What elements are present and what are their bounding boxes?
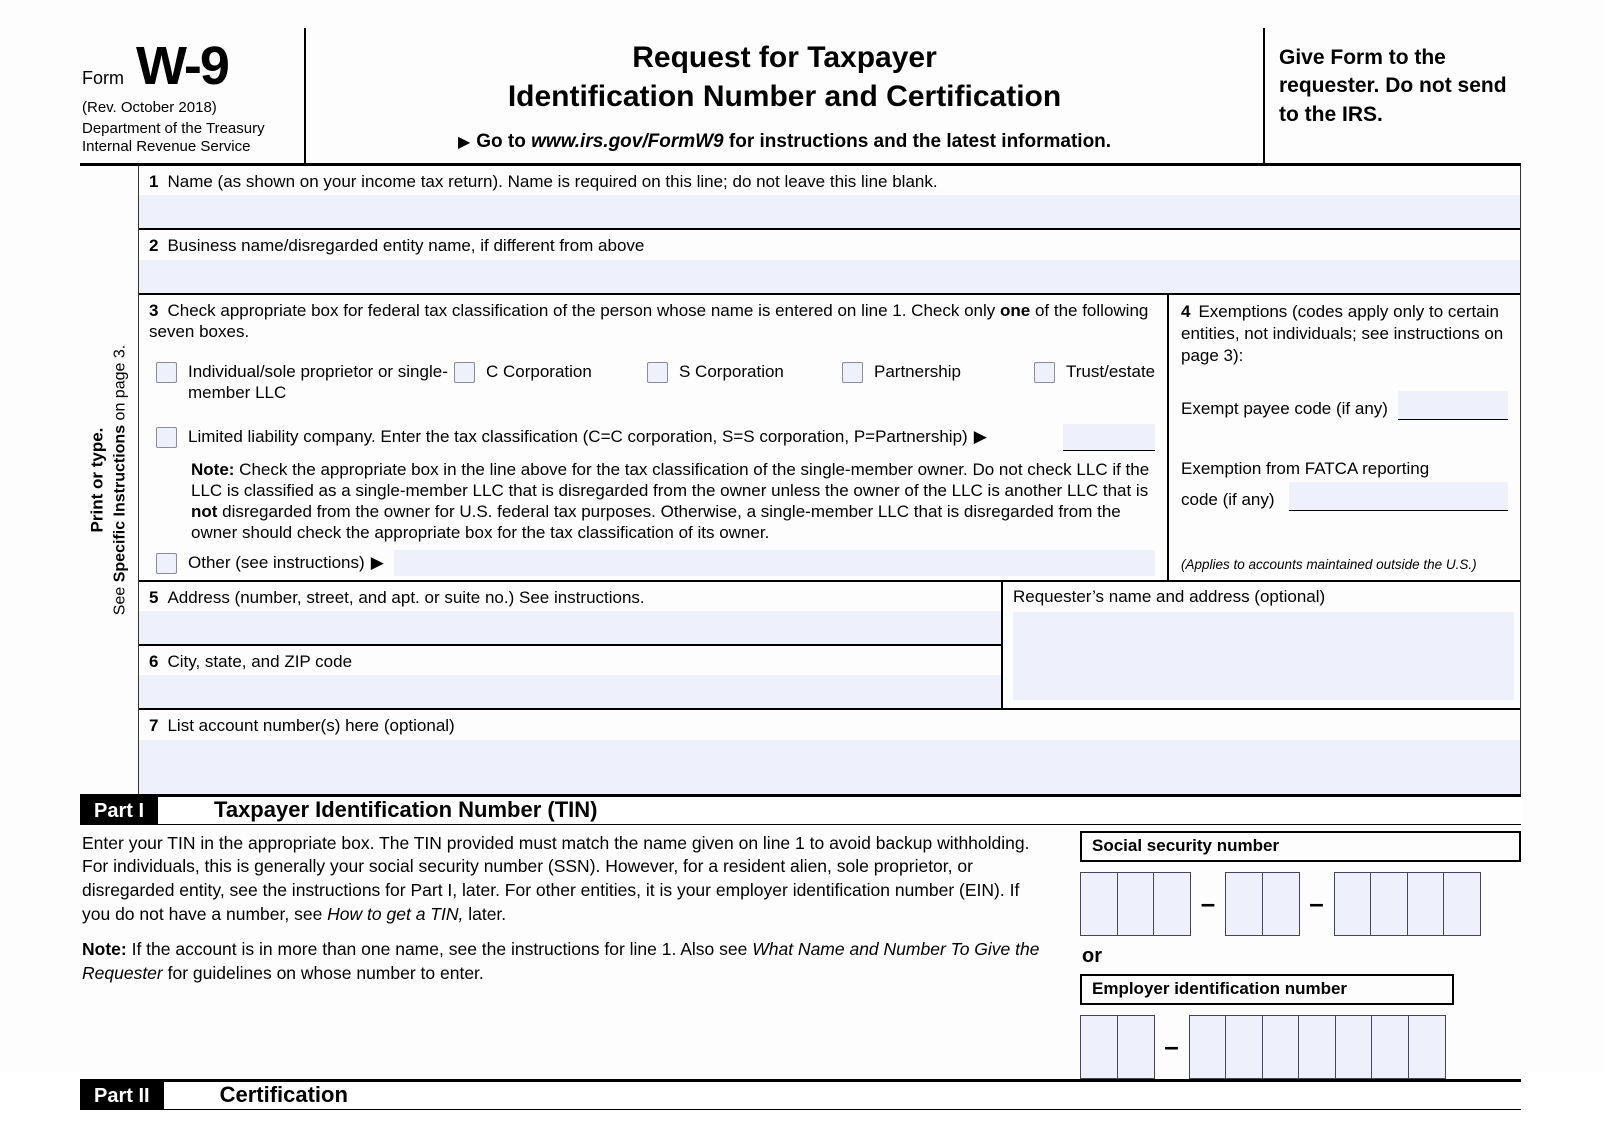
line3-tax-classification-section — [139, 295, 1167, 580]
line1-label: 1 Name (as shown on your income tax return). Name is required on this line; do not leave this line blank. — [149, 172, 938, 192]
line5-address-input[interactable] — [139, 611, 1001, 644]
tin-digit-box[interactable] — [1189, 1015, 1227, 1079]
line2-business-name-row — [139, 230, 1520, 294]
requester-section — [1001, 582, 1520, 709]
checkbox-c-corporation[interactable] — [454, 362, 475, 383]
tin-digit-box[interactable] — [1080, 1015, 1118, 1079]
line1-name-input[interactable] — [139, 195, 1520, 228]
department-line2: Internal Revenue Service — [82, 138, 251, 156]
part2-header-bar — [80, 1079, 1521, 1110]
option-trust-estate-label: Trust/estate — [1066, 362, 1156, 382]
option-partnership-label: Partnership — [874, 362, 961, 382]
option-s-corporation-label: S Corporation — [679, 362, 784, 382]
checkbox-trust-estate[interactable] — [1034, 362, 1055, 383]
tin-digit-box[interactable] — [1117, 872, 1155, 936]
tin-digit-box[interactable] — [1225, 872, 1263, 936]
exempt-payee-label: Exempt payee code (if any) — [1181, 398, 1388, 418]
tin-digit-box[interactable] — [1370, 872, 1408, 936]
fatca-code-input[interactable] — [1289, 482, 1508, 511]
llc-classification-input[interactable] — [1063, 424, 1155, 451]
tin-digit-box[interactable] — [1117, 1015, 1155, 1079]
line6-city-row — [139, 646, 1001, 708]
checkbox-other[interactable] — [156, 553, 177, 574]
tin-digit-box[interactable] — [1262, 1015, 1300, 1079]
part2-badge: Part II — [80, 1082, 164, 1109]
tin-digit-box[interactable] — [1371, 1015, 1409, 1079]
part1-note: Note: If the account is in more than one name, see the instructions for line 1. Also see What Name and Number To Give the Requester for guidelines on whose number to enter. — [82, 938, 1040, 983]
checkbox-individual[interactable] — [156, 362, 177, 383]
tin-digit-box[interactable] — [1408, 1015, 1446, 1079]
line2-business-name-input[interactable] — [139, 260, 1520, 293]
department-line1: Department of the Treasury — [82, 119, 265, 137]
tin-dash-separator: – — [1200, 888, 1216, 919]
tin-digit-box[interactable] — [1407, 872, 1445, 936]
form-word: Form — [82, 68, 124, 88]
sidebar-see-instructions: See Specific Instructions on page 3. — [111, 344, 129, 616]
requester-name-address-input[interactable] — [1013, 612, 1514, 701]
fatca-row — [1181, 482, 1508, 511]
applies-note: (Applies to accounts maintained outside the U.S.) — [1181, 557, 1477, 573]
checkbox-s-corporation[interactable] — [647, 362, 668, 383]
part1-badge: Part I — [80, 797, 158, 824]
option-s-corporation — [647, 361, 842, 383]
form-title-block — [306, 28, 1265, 163]
option-c-corporation-label: C Corporation — [486, 362, 592, 382]
form-revision: (Rev. October 2018) — [82, 98, 217, 116]
part2-title: Certification — [219, 1082, 348, 1108]
option-other — [156, 550, 1155, 576]
part1-header-bar — [80, 794, 1521, 825]
requester-label: Requester’s name and address (optional) — [1013, 586, 1326, 606]
ssn-input-boxes — [1080, 872, 1521, 936]
right-arrow-icon: ▶ — [973, 427, 987, 447]
part1-instructions: Enter your TIN in the appropriate box. The TIN provided must match the name given on line 1 to avoid backup withholding. For individuals, this is generally your social security number (SSN). However, for a resident alien, sole proprietor, or disregarded entity, see the instructions for Part I, later. For other entities, it is your employer identification number (EIN). If you do not have a number, see How to get a TIN, later. — [82, 832, 1030, 925]
ein-input-boxes — [1080, 1015, 1521, 1079]
right-arrow-icon: ▶ — [457, 134, 471, 152]
line6-label: 6 City, state, and ZIP code — [149, 652, 353, 672]
form-title: Request for Taxpayer Identification Number and Certification — [507, 41, 1062, 113]
line1-name-row — [139, 166, 1520, 230]
print-or-type-sidebar — [80, 166, 138, 794]
tin-dash-separator: – — [1164, 1031, 1179, 1062]
tin-digit-box[interactable] — [1080, 872, 1118, 936]
line2-label: 2 Business name/disregarded entity name, if different from above — [149, 236, 645, 256]
llc-note: Note: Check the appropriate box in the line above for the tax classification of the single-member owner. Do not check LLC if the LLC is classified as a single-member LLC that is disregarded from the owner unless the owner of the LLC is another LLC that is not disregarded from the owner for U.S. federal tax purposes. Otherwise, a single-member LLC that is disregarded from the owner should check the appropriate box for the tax classification of its owner. — [191, 459, 1150, 542]
tin-digit-box[interactable] — [1225, 1015, 1263, 1079]
right-arrow-icon: ▶ — [370, 552, 384, 572]
give-form-notice: Give Form to the requester. Do not send to the IRS. — [1279, 46, 1507, 126]
line7-label: 7 List account number(s) here (optional) — [149, 716, 455, 736]
or-label: or — [1082, 944, 1102, 967]
exempt-payee-code-input[interactable] — [1398, 391, 1508, 420]
tin-digit-box[interactable] — [1334, 872, 1372, 936]
line6-city-input[interactable] — [139, 675, 1001, 708]
option-partnership — [842, 361, 1034, 383]
part1-title: Taxpayer Identification Number (TIN) — [214, 797, 598, 823]
other-classification-input[interactable] — [394, 550, 1155, 576]
tin-digit-box[interactable] — [1262, 872, 1300, 936]
irs-url[interactable]: www.irs.gov/FormW9 — [531, 131, 724, 153]
form-id-block — [80, 28, 306, 163]
option-llc-label: Limited liability company. Enter the tax classification (C=C corporation, S=S corporation, P=Partnership) — [188, 427, 968, 447]
option-individual — [156, 361, 454, 404]
line5-address-row — [139, 582, 1001, 646]
line4-label: 4 Exemptions (codes apply only to certain entities, not individuals; see instructions on page 3): — [1181, 301, 1504, 365]
checkbox-llc[interactable] — [156, 427, 177, 448]
form-header — [80, 28, 1521, 166]
fatca-label-line1: Exemption from FATCA reporting — [1181, 458, 1430, 478]
ein-label-box: Employer identification number — [1080, 974, 1454, 1005]
line7-account-numbers-row — [139, 710, 1520, 793]
tin-digit-box[interactable] — [1443, 872, 1481, 936]
line5-label: 5 Address (number, street, and apt. or suite no.) See instructions. — [149, 587, 645, 607]
option-trust-estate — [1034, 361, 1167, 383]
line4-exemptions-section — [1167, 295, 1520, 580]
option-individual-label: Individual/sole proprietor or single-member LLC — [188, 362, 448, 403]
sidebar-print-or-type: Print or type. — [87, 427, 107, 533]
option-llc — [156, 424, 1155, 451]
option-other-label: Other (see instructions) — [188, 552, 365, 572]
fatca-label-line2: code (if any) — [1181, 489, 1275, 509]
ssn-label-box: Social security number — [1080, 831, 1521, 862]
goto-instructions-line: ▶ Go to www.irs.gov/FormW9 for instructions and the latest information. — [457, 131, 1112, 153]
tin-digit-box[interactable] — [1153, 872, 1191, 936]
option-c-corporation — [454, 361, 647, 383]
line7-account-numbers-input[interactable] — [139, 740, 1520, 794]
tin-dash-separator: – — [1309, 888, 1324, 919]
tin-digit-box[interactable] — [1298, 1015, 1336, 1079]
exempt-payee-row — [1181, 391, 1508, 420]
tin-digit-box[interactable] — [1335, 1015, 1373, 1079]
form-number: W-9 — [136, 36, 228, 96]
checkbox-partnership[interactable] — [842, 362, 863, 383]
line3-label: 3 Check appropriate box for federal tax classification of the person whose name is entered on line 1. Check only one of the following seven boxes. — [149, 300, 1149, 341]
